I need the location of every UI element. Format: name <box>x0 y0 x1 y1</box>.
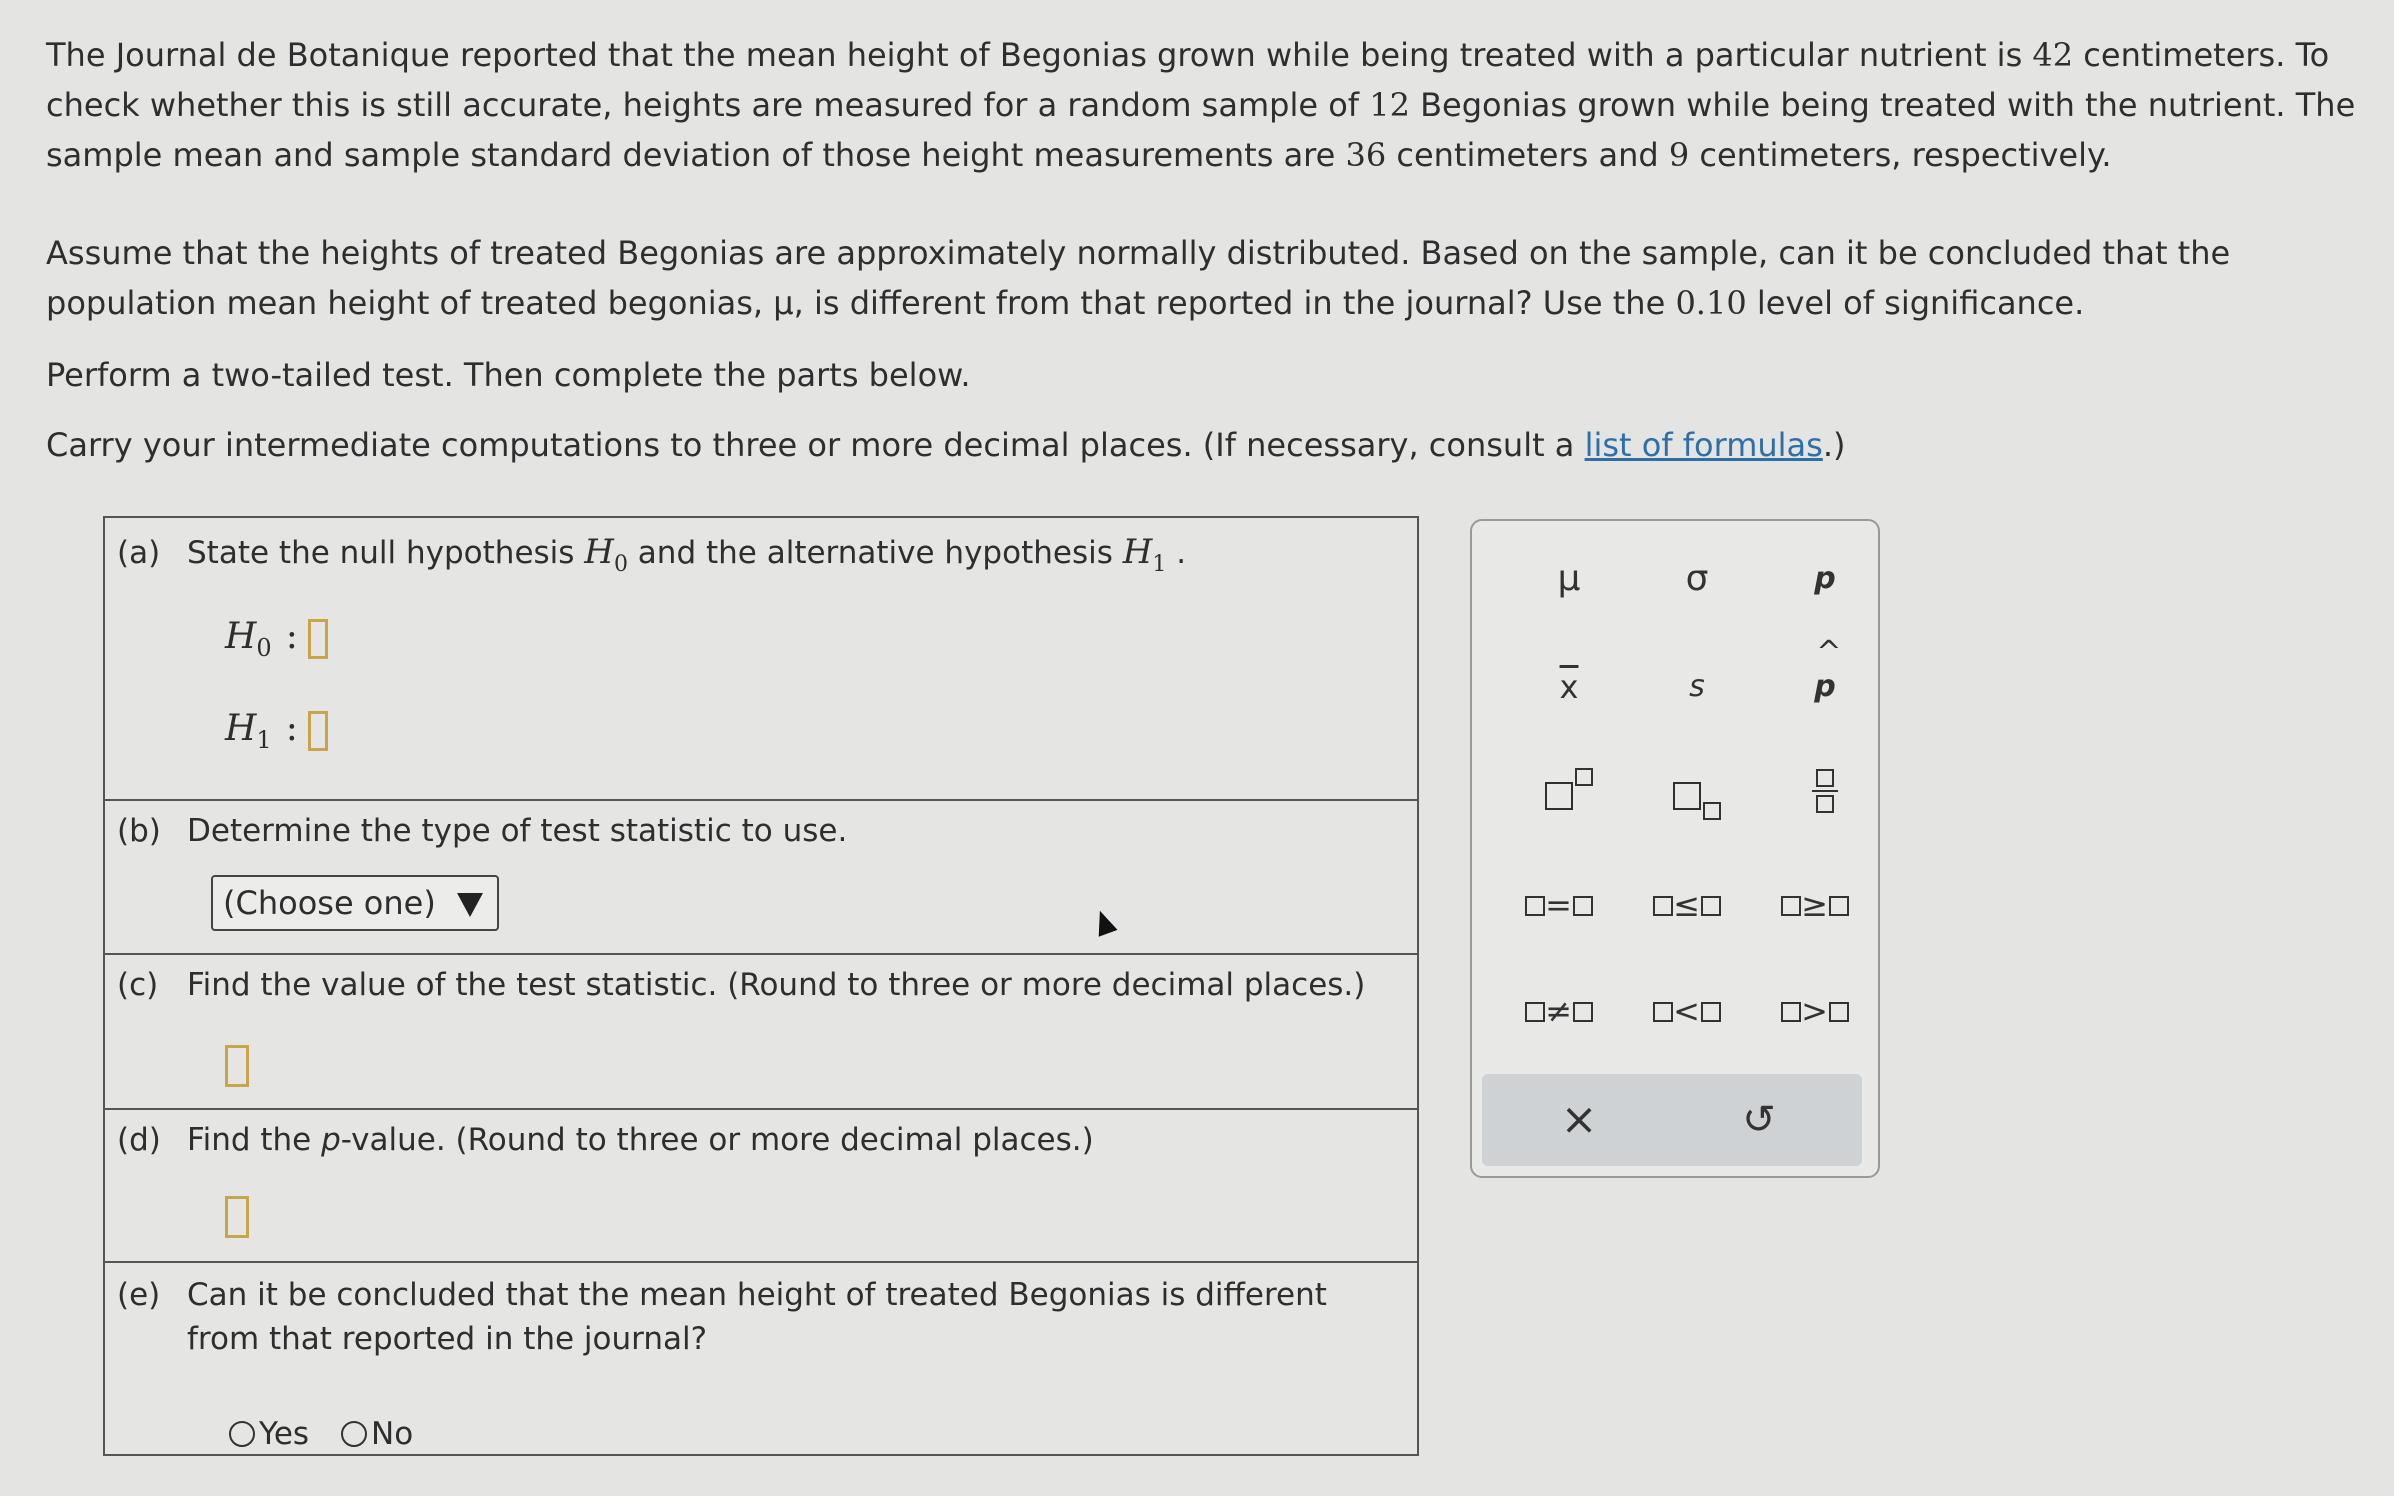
paragraph-text: Assume that the heights of treated Begonias are approximately normally distributed. Based on the sample, can it be concluded that the population mean height of treated begonias, μ, is different from that reported in the journal? Use the <box>46 234 2231 322</box>
h-letter: H <box>584 532 614 572</box>
less-equal-symbol: ≤ <box>1673 886 1701 924</box>
sigma-button[interactable] <box>1652 549 1742 609</box>
part-d-row <box>105 1110 1417 1263</box>
part-d-label: (d) <box>117 1122 161 1158</box>
test-statistic-select[interactable] <box>211 875 499 931</box>
alt-hypothesis-line <box>225 708 328 754</box>
paragraph-text: Carry your intermediate computations to three or more decimal places. (If necessary, consult a <box>46 426 1585 464</box>
h-letter: H <box>225 616 257 657</box>
part-c-prompt <box>117 963 1365 1007</box>
radio-circle-icon <box>229 1421 255 1447</box>
denominator-box-icon <box>1816 795 1834 813</box>
h0-subscript: 0 <box>256 634 272 663</box>
left-box-icon <box>1781 1002 1801 1022</box>
less-equal-button[interactable] <box>1622 875 1752 935</box>
equals-button[interactable] <box>1494 875 1624 935</box>
base-box-icon <box>1673 782 1701 810</box>
close-icon: × <box>1560 1094 1598 1145</box>
p-letter: p <box>1814 669 1836 704</box>
h0-symbol <box>584 532 628 577</box>
p-value-input[interactable] <box>225 1196 249 1238</box>
greater-equal-symbol: ≥ <box>1801 886 1829 924</box>
p-symbol: p <box>321 1122 341 1158</box>
phat-symbol <box>1814 635 1842 717</box>
part-c-label: (c) <box>117 967 159 1003</box>
left-box-icon <box>1525 896 1545 916</box>
p-button[interactable] <box>1780 549 1870 609</box>
hat-accent-icon: ^ <box>1816 635 1842 670</box>
part-a-row <box>105 518 1417 801</box>
h-letter: H <box>1122 532 1153 572</box>
right-box-icon <box>1701 1002 1721 1022</box>
colon: : <box>285 616 298 657</box>
select-value: (Choose one) <box>223 884 436 922</box>
part-e-row <box>105 1263 1417 1454</box>
xbar-symbol: $\overline{x}$ <box>1559 668 1579 706</box>
palette-footer <box>1482 1074 1862 1166</box>
part-b-prompt <box>117 809 847 853</box>
paragraph-text: level of significance. <box>1746 284 2085 322</box>
undo-button[interactable] <box>1714 1090 1804 1150</box>
mu-symbol: μ <box>1557 558 1581 599</box>
sample-mean-value: 36 <box>1345 136 1387 174</box>
prompt-text: from that reported in the journal? <box>187 1321 708 1357</box>
right-box-icon <box>1701 896 1721 916</box>
paragraph-text: centimeters. To check whether this is still accurate, heights are measured for a random sample of <box>46 36 2330 124</box>
paragraph-text: Begonias grown while being treated with the nutrient. The sample mean and sample standard deviation of those height measurements are <box>46 86 2356 174</box>
phat-button[interactable] <box>1780 635 1870 717</box>
not-equal-button[interactable] <box>1494 981 1624 1041</box>
greater-than-button[interactable] <box>1750 981 1880 1041</box>
paragraph-text: The Journal de Botanique reported that the mean height of Begonias grown while being treated with a particular nutrient is <box>46 36 2033 74</box>
right-box-icon <box>1829 896 1849 916</box>
right-box-icon <box>1573 896 1593 916</box>
null-hypothesis-line <box>225 616 328 662</box>
sample-sd-value: 9 <box>1668 136 1690 174</box>
mu-button[interactable] <box>1524 549 1614 609</box>
exponent-box-icon <box>1575 768 1593 786</box>
superscript-button[interactable] <box>1524 765 1614 825</box>
fraction-bar-icon <box>1812 790 1838 792</box>
left-box-icon <box>1653 1002 1673 1022</box>
part-a-label: (a) <box>117 535 161 571</box>
alt-hypothesis-input[interactable] <box>308 711 328 751</box>
sample-size-value: 12 <box>1369 86 1410 124</box>
part-e-label: (e) <box>117 1277 161 1313</box>
paragraph-text: .) <box>1822 426 1846 464</box>
sigma-symbol: σ <box>1685 558 1709 599</box>
part-e-prompt <box>117 1273 1327 1361</box>
prompt-text: Determine the type of test statistic to use. <box>187 813 848 849</box>
paragraph-text: centimeters and <box>1386 136 1669 174</box>
part-d-prompt <box>117 1118 1094 1162</box>
question-table <box>103 516 1419 1456</box>
undo-icon: ↺ <box>1742 1097 1776 1143</box>
left-box-icon <box>1653 896 1673 916</box>
part-b-row <box>105 801 1417 955</box>
h-letter: H <box>225 708 257 749</box>
subscript-button[interactable] <box>1652 765 1742 825</box>
right-box-icon <box>1829 1002 1849 1022</box>
p-symbol: p <box>1814 561 1836 596</box>
radio-circle-icon <box>341 1421 367 1447</box>
problem-paragraph-2 <box>46 228 2366 328</box>
dropdown-triangle-icon <box>457 893 483 917</box>
mean-reported-value: 42 <box>2032 36 2074 74</box>
s-button[interactable] <box>1652 657 1742 717</box>
part-b-label: (b) <box>117 813 161 849</box>
less-than-button[interactable] <box>1622 981 1752 1041</box>
prompt-text: Find the value of the test statistic. (Round to three or more decimal places.) <box>187 967 1366 1003</box>
paragraph-text: centimeters, respectively. <box>1689 136 2112 174</box>
equals-symbol: = <box>1545 886 1573 924</box>
xbar-button[interactable] <box>1524 657 1614 717</box>
h1-symbol <box>1122 532 1167 577</box>
left-box-icon <box>1525 1002 1545 1022</box>
base-box-icon <box>1545 782 1573 810</box>
yes-radio[interactable] <box>229 1414 309 1454</box>
s-symbol: s <box>1689 669 1705 704</box>
subscript-box-icon <box>1703 802 1721 820</box>
prompt-text: -value. (Round to three or more decimal places.) <box>340 1122 1094 1158</box>
not-equal-symbol: ≠ <box>1545 992 1573 1030</box>
clear-button[interactable] <box>1534 1090 1624 1150</box>
prompt-text: Can it be concluded that the mean height of treated Begonias is different <box>187 1277 1327 1313</box>
significance-level-value: 0.10 <box>1675 284 1747 322</box>
prompt-text: Find the <box>187 1122 322 1158</box>
prompt-text: and the alternative hypothesis <box>627 535 1123 571</box>
no-label: No <box>371 1416 414 1452</box>
less-than-symbol: < <box>1673 992 1701 1030</box>
colon: : <box>285 708 298 749</box>
numerator-box-icon <box>1816 769 1834 787</box>
null-hypothesis-input[interactable] <box>308 619 328 659</box>
right-box-icon <box>1573 1002 1593 1022</box>
list-of-formulas-link[interactable]: list of formulas <box>1584 426 1823 464</box>
problem-paragraph-1 <box>46 30 2366 180</box>
fraction-icon <box>1812 769 1838 813</box>
h1-subscript: 1 <box>256 726 272 755</box>
greater-than-symbol: > <box>1801 992 1829 1030</box>
fraction-button[interactable] <box>1780 765 1870 825</box>
prompt-text: State the null hypothesis <box>187 535 585 571</box>
test-statistic-input[interactable] <box>225 1045 249 1087</box>
greater-equal-button[interactable] <box>1750 875 1880 935</box>
yes-label: Yes <box>259 1416 310 1452</box>
left-box-icon <box>1781 896 1801 916</box>
instruction-two-tailed <box>46 350 2366 400</box>
h1-subscript: 1 <box>1152 551 1167 577</box>
paragraph-text: Perform a two-tailed test. Then complete the parts below. <box>46 356 971 394</box>
h0-subscript: 0 <box>613 551 628 577</box>
prompt-text: . <box>1166 535 1187 571</box>
part-c-row <box>105 955 1417 1110</box>
no-radio[interactable] <box>341 1414 413 1454</box>
part-a-prompt <box>117 530 1186 587</box>
instruction-precision <box>46 420 2366 470</box>
symbol-palette <box>1470 519 1880 1178</box>
